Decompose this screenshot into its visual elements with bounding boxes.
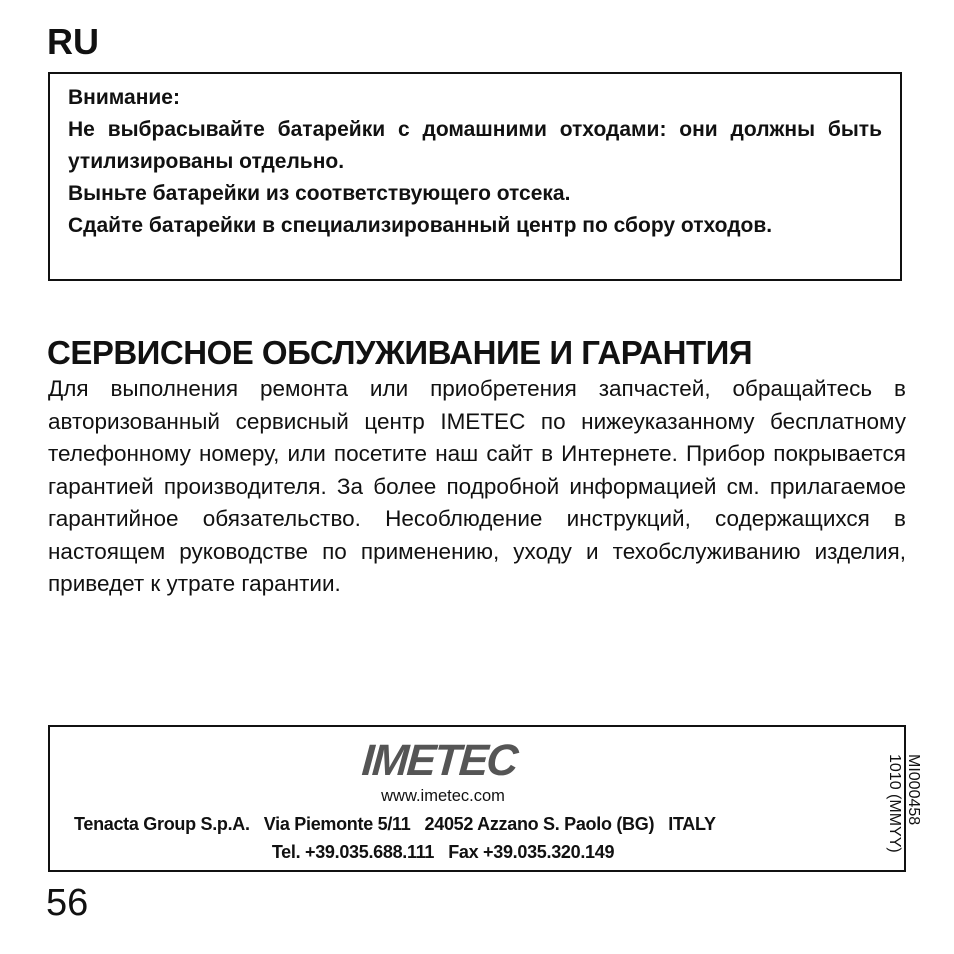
website-link[interactable]: www.imetec.com (381, 787, 505, 805)
language-code: RU (47, 21, 99, 62)
warning-line-2: Выньте батарейки из соответствующего отсека. (68, 182, 571, 205)
warning-line-1: Не выбрасывайте батарейки с домашними отходами: они должны быть утилизированы отдельно. (68, 118, 882, 173)
section-heading: СЕРВИСНОЕ ОБСЛУЖИВАНИЕ И ГАРАНТИЯ (47, 334, 753, 371)
warning-title: Внимание: (68, 86, 180, 109)
section-body: Для выполнения ремонта или приобретения запчастей, обращайтесь в авторизованный сервисный центр IMETEC по нижеуказанному бесплатному телефонному номеру, или посетите наш сайт в Интернете. Прибор покрывается гарантией производителя. За более подробной информацией см. прилагаемое гарантийное обязательство. Несоблюдение инструкций, содержащихся в настоящем руководстве по применению, уходу и техобслуживанию изделия, приведет к утрате гарантии. (48, 376, 906, 596)
imetec-logo: IMETEC (360, 736, 518, 785)
company-footer-box (48, 725, 922, 872)
document-code-text (885, 754, 923, 853)
document-code (885, 754, 923, 864)
battery-warning-box (48, 72, 902, 281)
document-code-date: 1010 (MMYY) (886, 754, 903, 853)
company-phones: Tel. +39.035.688.111 Fax +39.035.320.149 (271, 842, 615, 862)
document-code-id: MI000458 (905, 754, 922, 826)
warning-line-3: Сдайте батарейки в специализированный центр по сбору отходов. (68, 214, 773, 237)
company-address: Tenacta Group S.p.A. Via Piemonte 5/11 24052 Azzano S. Paolo (BG) ITALY (74, 814, 716, 834)
page-number: 56 (46, 882, 89, 924)
